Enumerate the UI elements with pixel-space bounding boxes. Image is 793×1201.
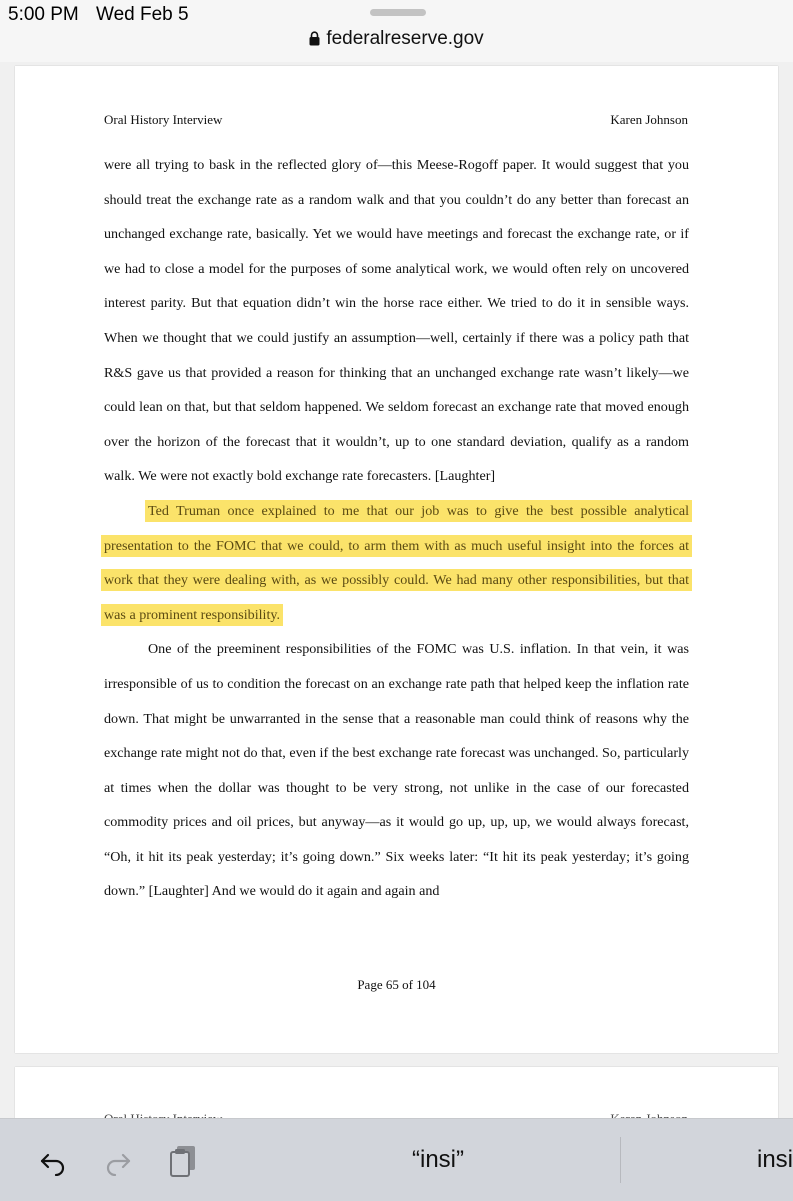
autocomplete-suggestion-quoted[interactable]: “insi” [412, 1146, 464, 1173]
paragraph: One of the preeminent responsibilities of the FOMC was U.S. inflation. In that vein, it was irresponsible of us to condition the forecast on an exchange rate path that helped keep the inflation rate down. That might be unwarranted in the sense that a reasonable man could think of reasons why the exchange rate might not do that, even if the best exchange rate forecast was unchanged. So, particularly at times when the dollar was thought to be very strong, not unlike in the case of our forecasted commodity prices and oil prices, but anyway—as it would go up, up, up, we would always forecast, “Oh, it hit its peak yesterday; it’s going down.” Six weeks later: “It hit its peak yesterday; it’s going down.” [Laughter] And we would do it again and again and [104, 641, 689, 900]
page-footer: Page 65 of 104 [357, 977, 436, 992]
page-header-author: Karen Johnson [610, 112, 688, 127]
status-date: Wed Feb 5 [96, 4, 189, 25]
highlight: Ted Truman once explained to me that our job was to give the best possible analytical presentation to the FOMC that we could, to arm them with as much useful insight into the forces at work that they were dealing with, as we possibly could. We had many other responsibilities, but that was a prominent responsibility. [104, 502, 689, 623]
redo-button[interactable] [101, 1144, 135, 1178]
keyboard-shortcut-bar [0, 1118, 793, 1201]
redo-icon [103, 1146, 133, 1176]
status-time: 5:00 PM [8, 4, 79, 25]
url-text: federalreserve.gov [326, 28, 484, 49]
lock-icon [309, 30, 320, 52]
autocomplete-suggestion[interactable]: insi [757, 1146, 793, 1173]
page-header-title: Oral History Interview [104, 112, 223, 127]
clipboard-icon [168, 1144, 200, 1178]
page-body [104, 148, 689, 909]
address-bar[interactable] [0, 28, 793, 52]
suggestion-divider [620, 1137, 621, 1183]
paragraph: were all trying to bask in the reflected glory of—this Meese-Rogoff paper. It would suggest that you should treat the exchange rate as a random walk and that you couldn’t do any better than forecast an unchanged exchange rate, basically. Yet we would have meetings and forecast the exchange rate, or if we had to close a model for the purposes of some analytical work, we would often rely on uncovered interest parity. But that equation didn’t win the horse race either. We tried to do it in sensible ways. When we thought that we could justify an assumption—well, certainly if there was a policy path that R&S gave us that provided a reason for thinking that an unchanged exchange rate wasn’t likely—we could lean on that, but that seldom happened. We seldom forecast an exchange rate that moved enough over the horizon of the forecast that it wouldn’t, up to one standard deviation, qualify as a random walk. We were not exactly bold exchange rate forecasters. [Laughter] [104, 157, 689, 485]
status-bar [0, 0, 793, 62]
highlighted-paragraph [104, 494, 689, 632]
multitasking-handle[interactable] [370, 9, 426, 16]
undo-button[interactable] [36, 1144, 70, 1178]
paste-button[interactable] [167, 1144, 201, 1178]
document-page [15, 66, 778, 1053]
undo-icon [38, 1146, 68, 1176]
